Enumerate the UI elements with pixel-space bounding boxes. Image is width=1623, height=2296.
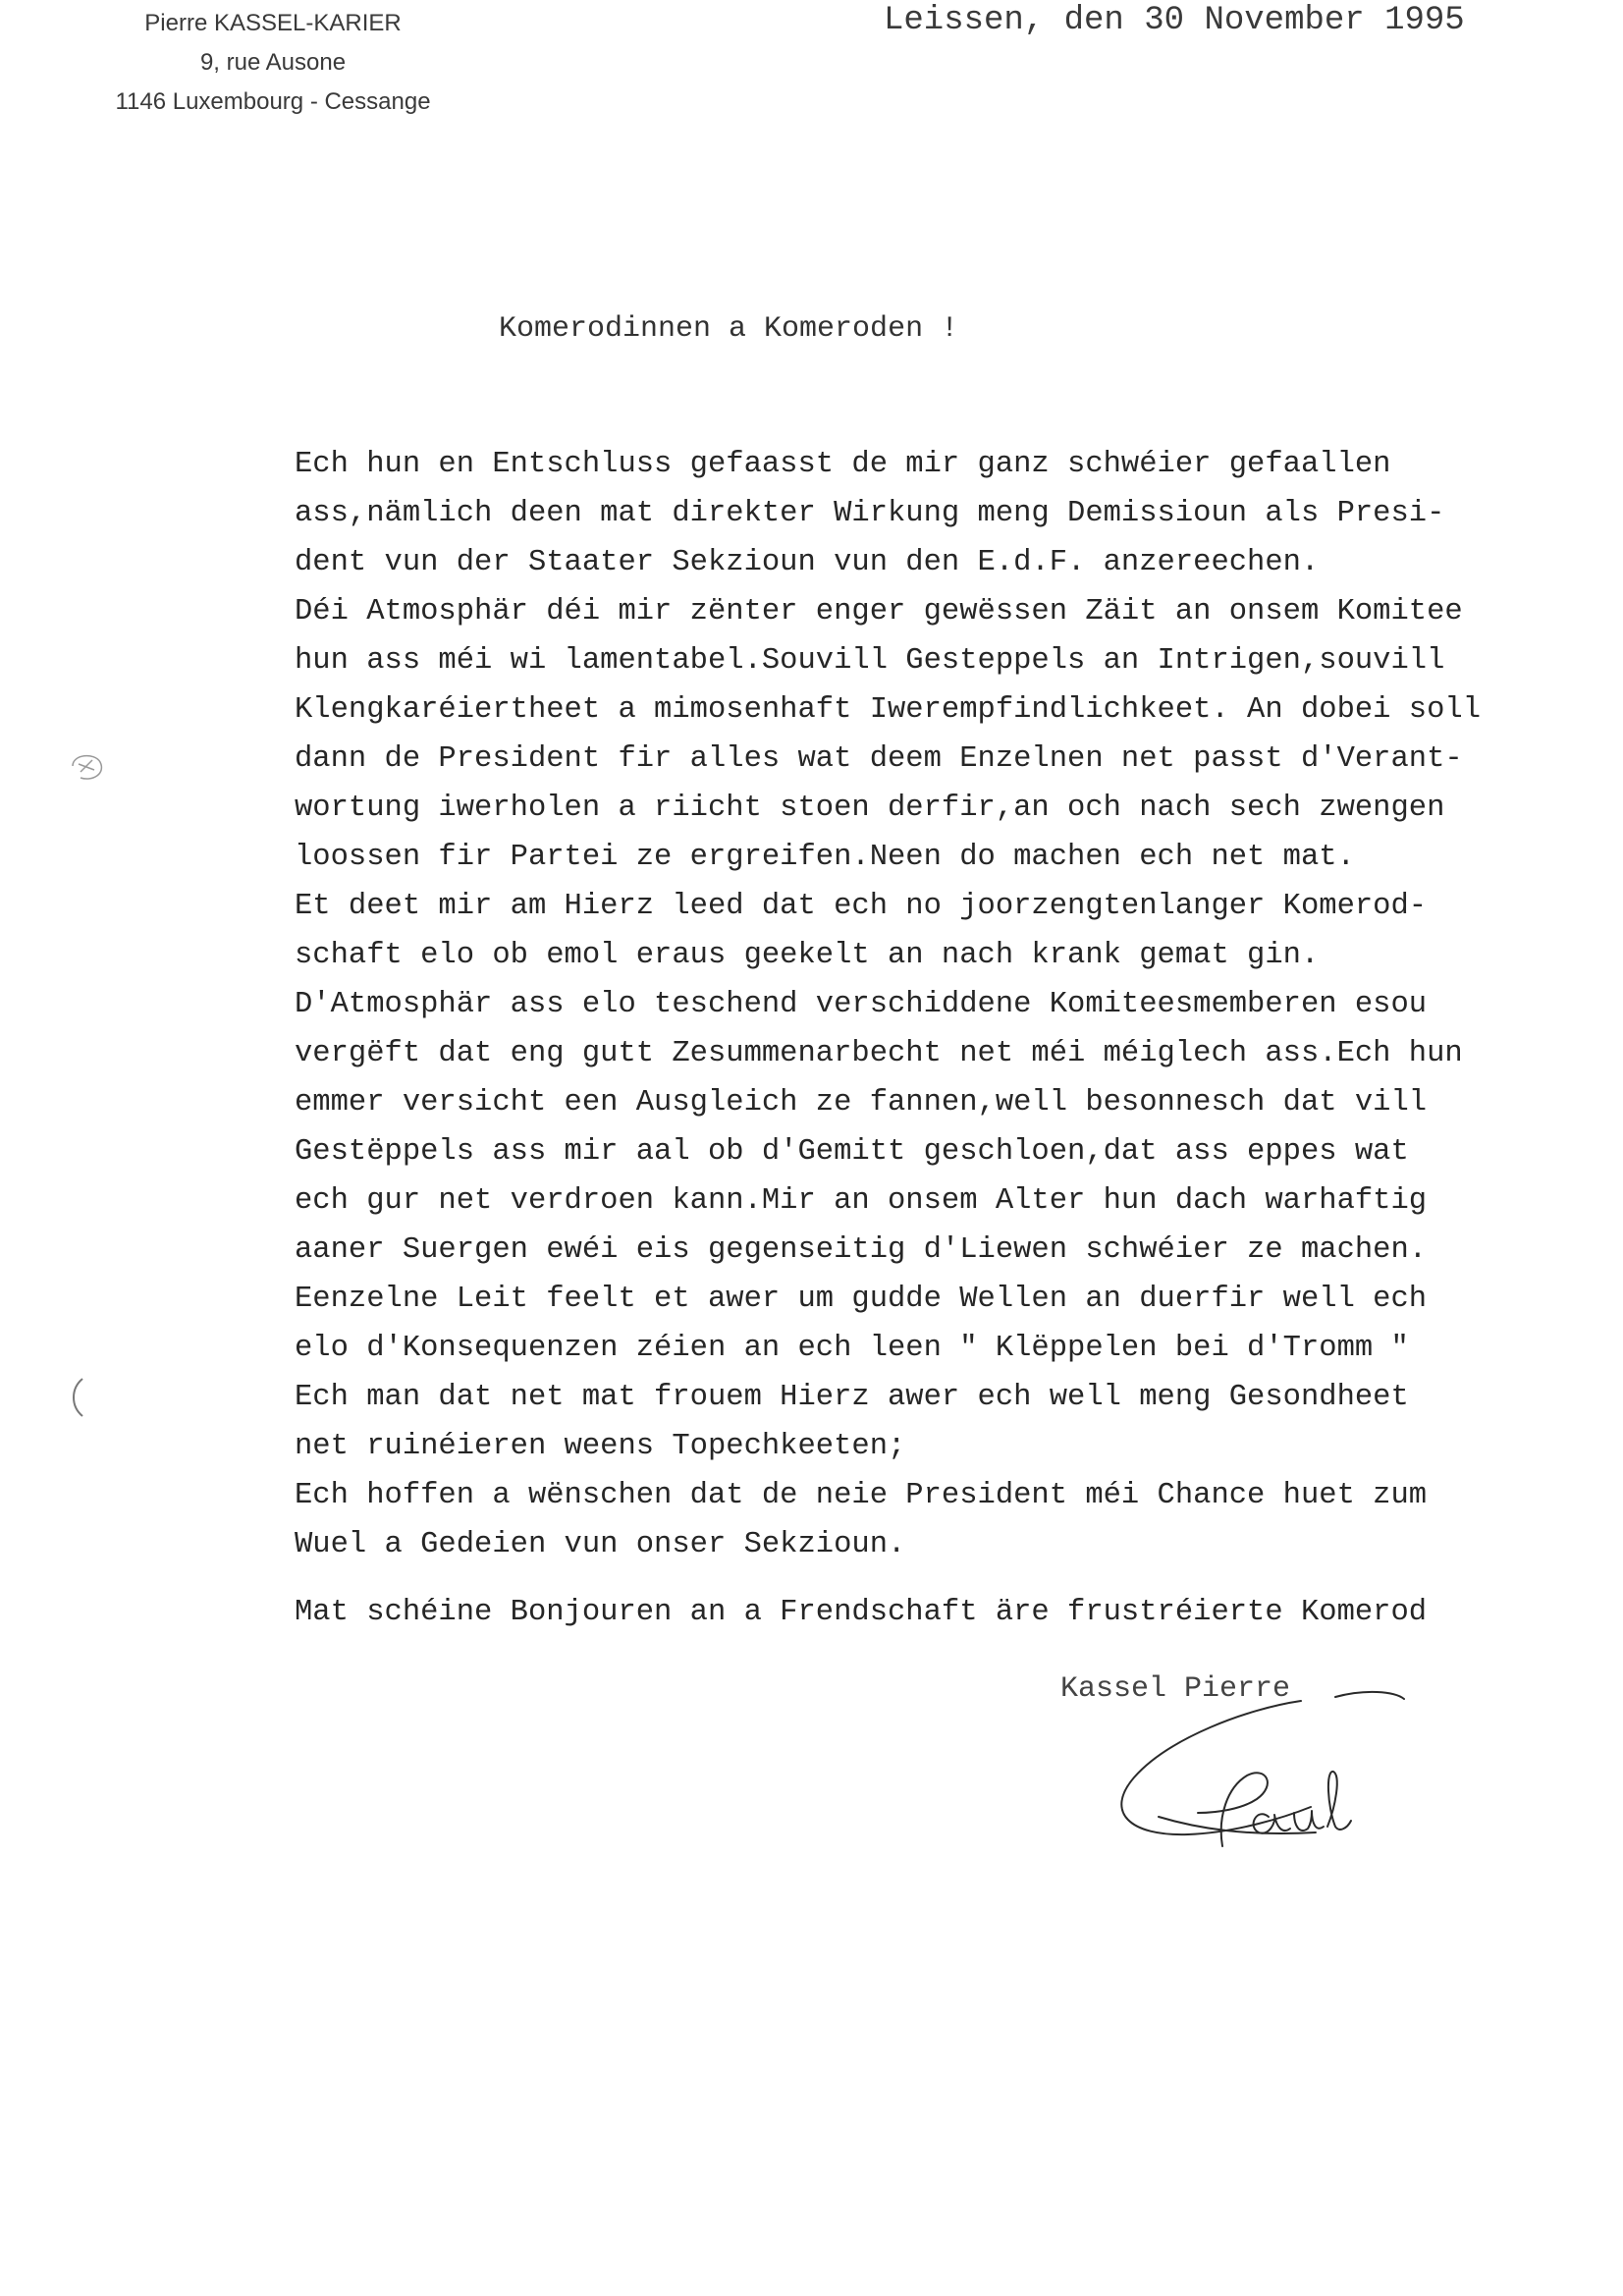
handwritten-signature xyxy=(1100,1669,1424,1886)
body-line: dent vun der Staater Sekzioun vun den E.d.F. anzereechen. xyxy=(295,546,1320,579)
body-line: aaner Suergen ewéi eis gegenseitig d'Liewen schwéier ze machen. xyxy=(295,1233,1428,1267)
body-line: emmer versicht een Ausgleich ze fannen,well besonnesch dat vill xyxy=(295,1086,1428,1120)
body-line: Wuel a Gedeien vun onser Sekzioun. xyxy=(295,1528,906,1561)
body-line: ech gur net verdroen kann.Mir an onsem Alter hun dach warhaftig xyxy=(295,1184,1428,1218)
margin-stamp-mark xyxy=(65,746,110,786)
body-line: dann de President fir alles wat deem Enzelnen net passt d'Verant- xyxy=(295,742,1463,776)
body-line: vergëft dat eng gutt Zesummenarbecht net méi méiglech ass.Ech hun xyxy=(295,1037,1463,1070)
sender-name: Pierre KASSEL-KARIER xyxy=(144,10,402,36)
place-date: Leissen, den 30 November 1995 xyxy=(884,2,1465,39)
body-line: Déi Atmosphär déi mir zënter enger gewëssen Zäit an onsem Komitee xyxy=(295,595,1463,629)
salutation: Komerodinnen a Komeroden ! xyxy=(499,312,959,346)
body-line: net ruinéieren weens Topechkeeten; xyxy=(295,1430,906,1463)
body-line: wortung iwerholen a riicht stoen derfir,an och nach sech zwengen xyxy=(295,792,1445,825)
body-line: loossen fir Partei ze ergreifen.Neen do machen ech net mat. xyxy=(295,841,1355,874)
margin-bracket-mark xyxy=(65,1375,90,1420)
body-line: schaft elo ob emol eraus geekelt an nach krank gemat gin. xyxy=(295,939,1320,972)
typed-signatory-name: Kassel Pierre xyxy=(1060,1672,1291,1706)
letter-body xyxy=(295,440,1481,1569)
body-line: Ech hoffen a wënschen dat de neie President méi Chance huet zum xyxy=(295,1479,1428,1512)
body-line: Ech hun en Entschluss gefaasst de mir ganz schwéier gefaallen xyxy=(295,448,1391,481)
sender-city: 1146 Luxembourg - Cessange xyxy=(115,88,431,115)
body-line: Eenzelne Leit feelt et awer um gudde Wellen an duerfir well ech xyxy=(295,1283,1428,1316)
sender-street: 9, rue Ausone xyxy=(199,49,347,76)
sender-address xyxy=(86,4,460,122)
body-line: Klengkaréiertheet a mimosenhaft Iwerempfindlichkeet. An dobei soll xyxy=(295,693,1481,727)
body-line: Et deet mir am Hierz leed dat ech no joorzengtenlanger Komerod- xyxy=(295,890,1428,923)
body-line: D'Atmosphär ass elo teschend verschiddene Komiteesmemberen esou xyxy=(295,988,1428,1021)
body-line: elo d'Konsequenzen zéien an ech leen " Klëppelen bei d'Tromm " xyxy=(295,1332,1409,1365)
body-line: hun ass méi wi lamentabel.Souvill Gesteppels an Intrigen,souvill xyxy=(295,644,1445,678)
body-line: Ech man dat net mat frouem Hierz awer ech well meng Gesondheet xyxy=(295,1381,1409,1414)
body-line: Gestëppels ass mir aal ob d'Gemitt geschloen,dat ass eppes wat xyxy=(295,1135,1409,1169)
body-line: ass,nämlich deen mat direkter Wirkung meng Demissioun als Presi- xyxy=(295,497,1445,530)
closing-line: Mat schéine Bonjouren an a Frendschaft äre frustréierte Komerod xyxy=(295,1596,1428,1629)
